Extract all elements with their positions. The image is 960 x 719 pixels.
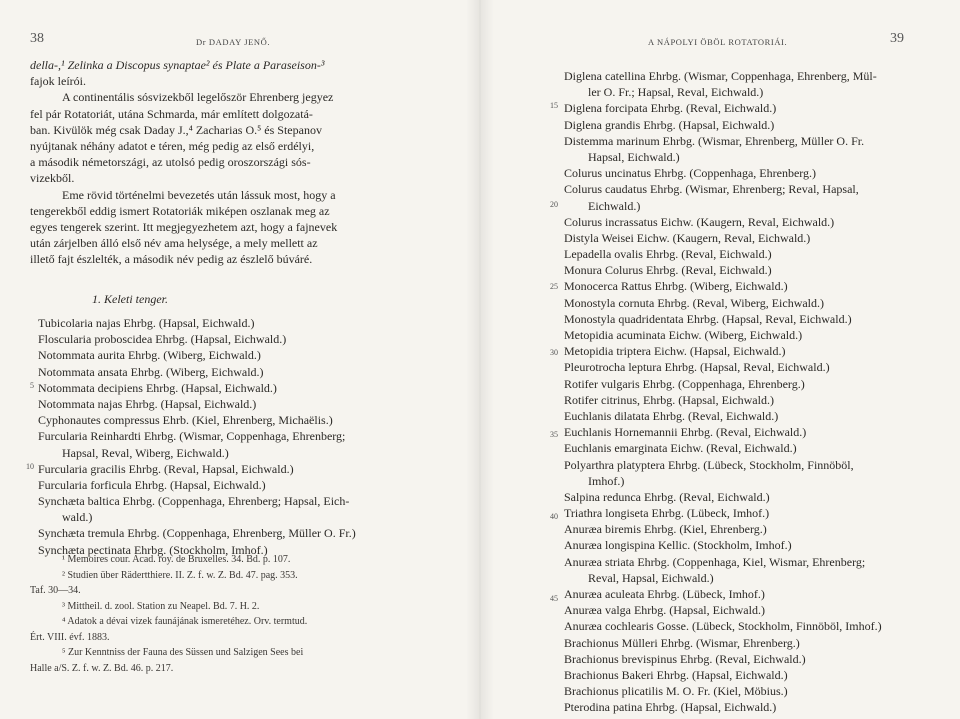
page-number: 39 bbox=[890, 31, 904, 46]
list-item: Colurus caudatus Ehrbg. (Wismar, Ehrenberg; Reval, Hapsal, bbox=[564, 182, 859, 197]
list-item: Distyla Weisei Eichw. (Kaugern, Reval, Eichwald.) bbox=[564, 230, 811, 245]
line-number: 15 bbox=[550, 101, 558, 110]
list-item: Euchlanis dilatata Ehrbg. (Reval, Eichwald.) bbox=[564, 408, 779, 423]
list-item: Notommata ansata Ehrbg. (Wiberg, Eichwald.) bbox=[38, 364, 264, 379]
footnote: ⁴ Adatok a dévai vizek faunájának ismeretéhez. Orv. termtud. bbox=[62, 616, 308, 627]
section-heading: 1. Keleti tenger. bbox=[92, 292, 168, 306]
list-item: Hapsal, Eichwald.) bbox=[588, 149, 680, 164]
list-item: Monostyla quadridentata Ehrbg. (Hapsal, Reval, Eichwald.) bbox=[564, 311, 852, 326]
list-item: Brachionus Bakeri Ehrbg. (Hapsal, Eichwald.) bbox=[564, 667, 788, 682]
line-number: 35 bbox=[550, 430, 558, 439]
list-item: Synchæta baltica Ehrbg. (Coppenhaga, Ehrenberg; Hapsal, Eich- bbox=[38, 494, 350, 509]
list-item: Furcularia forficula Ehrbg. (Hapsal, Eichwald.) bbox=[38, 477, 266, 492]
line-number: 5 bbox=[30, 381, 34, 390]
list-item: Synchæta pectinata Ehrbg. (Stockholm, Imhof.) bbox=[38, 542, 268, 557]
list-item: Monostyla cornuta Ehrbg. (Reval, Wiberg, Eichwald.) bbox=[564, 295, 825, 310]
list-item: Furcularia gracilis Ehrbg. (Reval, Hapsal, Eichwald.) bbox=[38, 461, 294, 476]
list-item: Notommata aurita Ehrbg. (Wiberg, Eichwald.) bbox=[38, 348, 261, 363]
list-item: Anuræa biremis Ehrbg. (Kiel, Ehrenberg.) bbox=[564, 522, 767, 537]
text-line: a második németországi, az utolsó pedig oroszországi sós- bbox=[30, 155, 311, 170]
text-line: illető fajt észlelték, a második név pedig az észlelő búváré. bbox=[30, 252, 313, 267]
footnote: ¹ Memoires cour. Acad. roy. de Bruxelles. 34. Bd. p. 107. bbox=[62, 554, 291, 565]
list-item: Reval, Hapsal, Eichwald.) bbox=[588, 570, 714, 585]
list-item: Monocerca Rattus Ehrbg. (Wiberg, Eichwald.) bbox=[564, 279, 788, 294]
list-item: Anuræa cochlearis Gosse. (Lübeck, Stockholm, Finnöböl, Imhof.) bbox=[564, 619, 882, 634]
list-item: Polyarthra platyptera Ehrbg. (Lübeck, Stockholm, Finnöböl, bbox=[564, 457, 854, 472]
footnote: Ért. VIII. évf. 1883. bbox=[30, 631, 110, 643]
line-number: 40 bbox=[550, 512, 558, 521]
list-item: Anuræa aculeata Ehrbg. (Lübeck, Imhof.) bbox=[564, 587, 765, 601]
text-line: della-,¹ Zelinka a Discopus synaptae² és Plate a Paraseison-³ bbox=[30, 58, 325, 72]
list-item: Distemma marinum Ehrbg. (Wismar, Ehrenberg, Müller O. Fr. bbox=[564, 133, 865, 148]
list-item: Brachionus Mülleri Ehrbg. (Wismar, Ehrenberg.) bbox=[564, 635, 800, 650]
footnote: ² Studien über Rädertthiere. II. Z. f. w. Z. Bd. 47. pag. 353. bbox=[62, 569, 298, 581]
text-line: után zárjelben álló első név ama helysége, a mely mellett az bbox=[30, 236, 318, 251]
text-line: Eme rövid történelmi bevezetés után lássuk most, hogy a bbox=[62, 187, 336, 202]
list-item: Metopidia acuminata Eichw. (Wiberg, Eichwald.) bbox=[564, 328, 803, 342]
text-line: ban. Kivülök még csak Daday J.,⁴ Zacharias O.⁵ és Stepanov bbox=[30, 122, 322, 137]
text-line: fel pár Rotatoriát, utána Schmarda, már említett dolgozatá- bbox=[30, 106, 313, 121]
list-item: Lepadella ovalis Ehrbg. (Reval, Eichwald.) bbox=[564, 247, 772, 262]
list-item: Eichwald.) bbox=[588, 198, 641, 213]
list-item: Cyphonautes compressus Ehrb. (Kiel, Ehrenberg, Michaëlis.) bbox=[38, 413, 333, 428]
list-item: Colurus uncinatus Ehrbg. (Coppenhaga, Ehrenberg.) bbox=[564, 166, 817, 181]
footnote: ³ Mittheil. d. zool. Station zu Neapel. Bd. 7. H. 2. bbox=[62, 600, 260, 612]
text-line: A continentális sósvizekből legelőször Ehrenberg jegyez bbox=[62, 90, 334, 105]
list-item: Pleurotrocha leptura Ehrbg. (Hapsal, Reval, Eichwald.) bbox=[564, 360, 830, 375]
list-item: Tubicolaria najas Ehrbg. (Hapsal, Eichwald.) bbox=[38, 316, 255, 330]
list-item: Brachionus brevispinus Ehrbg. (Reval, Eichwald.) bbox=[564, 651, 806, 666]
list-item: Rotifer vulgaris Ehrbg. (Coppenhaga, Ehrenberg.) bbox=[564, 376, 805, 391]
line-number: 25 bbox=[550, 282, 558, 291]
line-number: 20 bbox=[550, 200, 558, 209]
list-item: Imhof.) bbox=[588, 473, 625, 488]
list-item: Salpina redunca Ehrbg. (Reval, Eichwald.) bbox=[564, 489, 770, 504]
list-item: Notommata decipiens Ehrbg. (Hapsal, Eichwald.) bbox=[38, 380, 277, 395]
list-item: wald.) bbox=[62, 510, 93, 525]
right-page bbox=[482, 0, 960, 719]
list-item: Notommata najas Ehrbg. (Hapsal, Eichwald.) bbox=[38, 396, 257, 411]
intro-text bbox=[30, 57, 460, 267]
list-item: ler O. Fr.; Hapsal, Reval, Eichwald.) bbox=[588, 85, 764, 100]
page-number: 38 bbox=[30, 31, 44, 46]
text-line: fajok leírói. bbox=[30, 74, 86, 89]
footnotes bbox=[30, 552, 460, 676]
list-item: Euchlanis emarginata Eichw. (Reval, Eichwald.) bbox=[564, 441, 797, 456]
list-item: Monura Colurus Ehrbg. (Reval, Eichwald.) bbox=[564, 263, 772, 278]
list-item: Pterodina patina Ehrbg. (Hapsal, Eichwald.) bbox=[564, 700, 777, 715]
text-line: vizekből. bbox=[30, 171, 75, 186]
list-item: Rotifer citrinus, Ehrbg. (Hapsal, Eichwald.) bbox=[564, 392, 774, 407]
footnote: Halle a/S. Z. f. w. Z. Bd. 46. p. 217. bbox=[30, 662, 174, 674]
footnote: ⁵ Zur Kenntniss der Fauna des Süssen und Salzigen Sees bei bbox=[62, 647, 304, 658]
list-item: Diglena grandis Ehrbg. (Hapsal, Eichwald.) bbox=[564, 117, 775, 132]
list-item: Hapsal, Reval, Wiberg, Eichwald.) bbox=[62, 445, 229, 460]
list-item: Metopidia triptera Eichw. (Hapsal, Eichwald.) bbox=[564, 344, 786, 359]
text-line: tengerekből eddig ismert Rotatoriák miképen oszlanak meg az bbox=[30, 203, 330, 218]
running-head: A NÁPOLYI ÖBÖL ROTATORIÁI. bbox=[648, 37, 788, 47]
line-number: 45 bbox=[550, 594, 558, 603]
list-item: Floscularia proboscidea Ehrbg. (Hapsal, Eichwald.) bbox=[38, 332, 287, 347]
list-item: Furcularia Reinhardti Ehrbg. (Wismar, Coppenhaga, Ehrenberg; bbox=[38, 429, 346, 444]
line-number: 30 bbox=[550, 348, 558, 357]
list-item: Anuræa striata Ehrbg. (Coppenhaga, Kiel, Wismar, Ehrenberg; bbox=[564, 554, 866, 569]
species-list bbox=[38, 315, 468, 558]
list-item: Euchlanis Hornemannii Ehrbg. (Reval, Eichwald.) bbox=[564, 425, 807, 440]
list-item: Triathra longiseta Ehrbg. (Lübeck, Imhof.) bbox=[564, 506, 770, 521]
line-number: 10 bbox=[26, 462, 34, 471]
running-head: Dr DADAY JENŐ. bbox=[196, 37, 271, 47]
list-item: Diglena catellina Ehrbg. (Wismar, Coppenhaga, Ehrenberg, Mül- bbox=[564, 69, 877, 83]
text-line: egyes tengerek szerint. Itt megjegyezhetem azt, hogy a fajnevek bbox=[30, 219, 338, 234]
list-item: Brachionus plicatilis M. O. Fr. (Kiel, Möbius.) bbox=[564, 684, 788, 699]
list-item: Synchæta tremula Ehrbg. (Coppenhaga, Ehrenberg, Müller O. Fr.) bbox=[38, 526, 356, 541]
list-item: Anuræa longispina Kellic. (Stockholm, Imhof.) bbox=[564, 538, 792, 553]
list-item: Anuræa valga Ehrbg. (Hapsal, Eichwald.) bbox=[564, 603, 765, 618]
species-list bbox=[564, 68, 954, 716]
list-item: Colurus incrassatus Eichw. (Kaugern, Reval, Eichwald.) bbox=[564, 214, 835, 229]
list-item: Diglena forcipata Ehrbg. (Reval, Eichwald.) bbox=[564, 101, 777, 116]
text-line: nyújtanak néhány adatot e téren, még pedig az első erdélyi, bbox=[30, 138, 315, 153]
left-page bbox=[0, 0, 478, 719]
footnote: Taf. 30—34. bbox=[30, 585, 81, 596]
